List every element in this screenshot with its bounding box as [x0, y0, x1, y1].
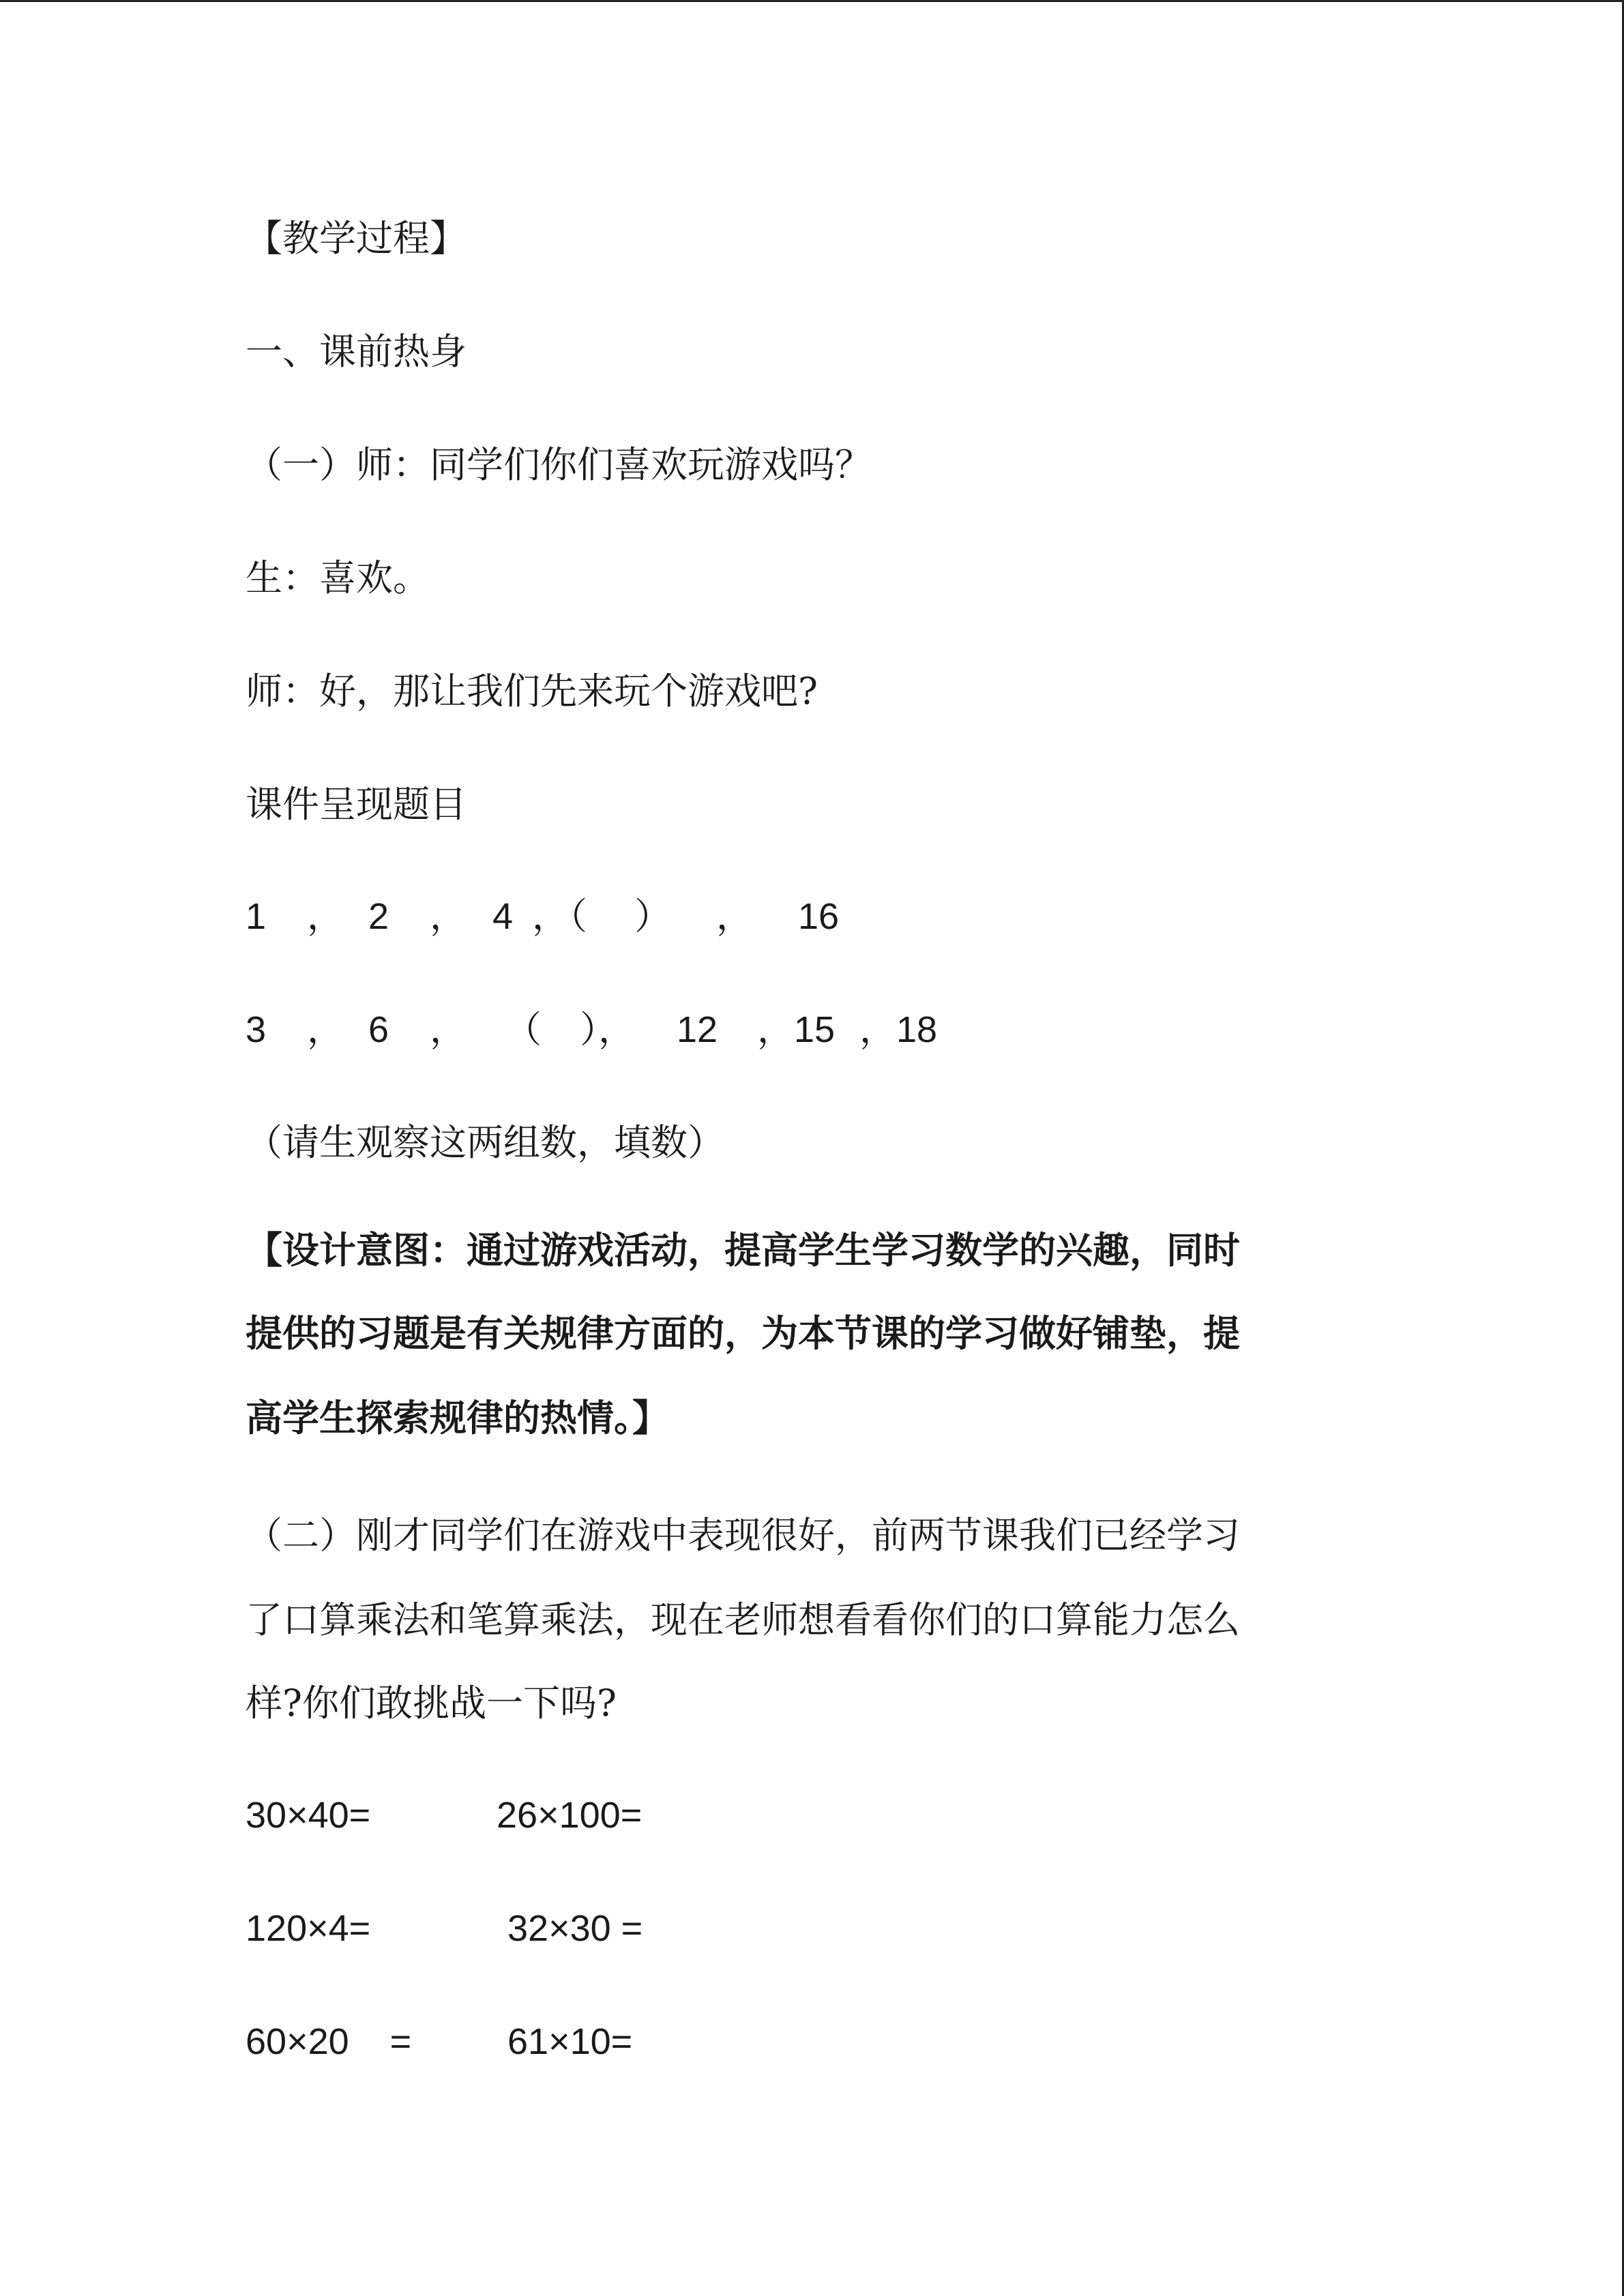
courseware-line: 课件呈现题目	[246, 783, 467, 826]
sequence-2	[246, 1008, 1473, 1052]
student-reply: 生：喜欢。	[246, 556, 430, 599]
seq2-item: ，18	[859, 1009, 938, 1050]
seq2-item: ，15	[757, 1009, 836, 1050]
seq1-item: ，	[307, 896, 344, 937]
seq1-item: 16	[798, 896, 840, 937]
exercise-right: 61×10=	[507, 2021, 633, 2062]
design-intent-line-2: 提供的习题是有关规律方面的，为本节课的学习做好铺垫，提	[246, 1312, 1240, 1355]
exercise-left: 60×20 =	[246, 2021, 412, 2062]
seq1-item: 4	[492, 896, 514, 937]
heading: 【教学过程】	[246, 217, 467, 260]
exercise-left: 30×40=	[246, 1795, 371, 1836]
seq1-item: ，	[430, 896, 467, 937]
section1-title: 一、课前热身	[246, 330, 467, 373]
seq1-item: 1	[246, 896, 267, 937]
seq1-item: ，（	[532, 896, 587, 937]
seq1-item: ，	[716, 896, 753, 937]
seq1-item: ）	[634, 896, 671, 937]
seq2-item: ，	[430, 1009, 467, 1050]
exercise-left: 120×4=	[246, 1908, 371, 1949]
design-intent-line-1: 【设计意图：通过游戏活动，提高学生学习数学的兴趣，同时	[246, 1229, 1240, 1272]
seq2-item: 3	[246, 1009, 267, 1050]
seq2-item: ），	[580, 1009, 635, 1050]
exercise-right: 32×30 =	[507, 1908, 643, 1949]
seq2-item: ，	[307, 1009, 344, 1050]
seq2-item: 12	[677, 1009, 718, 1050]
exercise-row	[246, 1793, 1473, 1837]
exercise-right: 26×100=	[497, 1795, 643, 1836]
part2-line-1: （二）刚才同学们在游戏中表现很好，前两节课我们已经学习	[246, 1514, 1240, 1557]
page-top-border	[0, 0, 1624, 2]
seq2-item: 6	[368, 1009, 389, 1050]
teacher-reply: 师：好，那让我们先来玩个游戏吧?	[246, 670, 818, 713]
exercise-row	[246, 2020, 1473, 2063]
observe-note: （请生观察这两组数，填数）	[246, 1121, 724, 1164]
part2-line-2: 了口算乘法和笔算乘法，现在老师想看看你们的口算能力怎么	[246, 1598, 1240, 1641]
seq1-item: 2	[368, 896, 389, 937]
seq2-item: （	[505, 1009, 542, 1050]
part2-line-3: 样?你们敢挑战一下吗?	[246, 1682, 617, 1725]
sequence-1	[246, 895, 1473, 938]
design-intent-line-3: 高学生探索规律的热情。】	[246, 1397, 669, 1440]
exercise-row	[246, 1907, 1473, 1950]
teacher-question: （一）师：同学们你们喜欢玩游戏吗？	[246, 443, 872, 486]
